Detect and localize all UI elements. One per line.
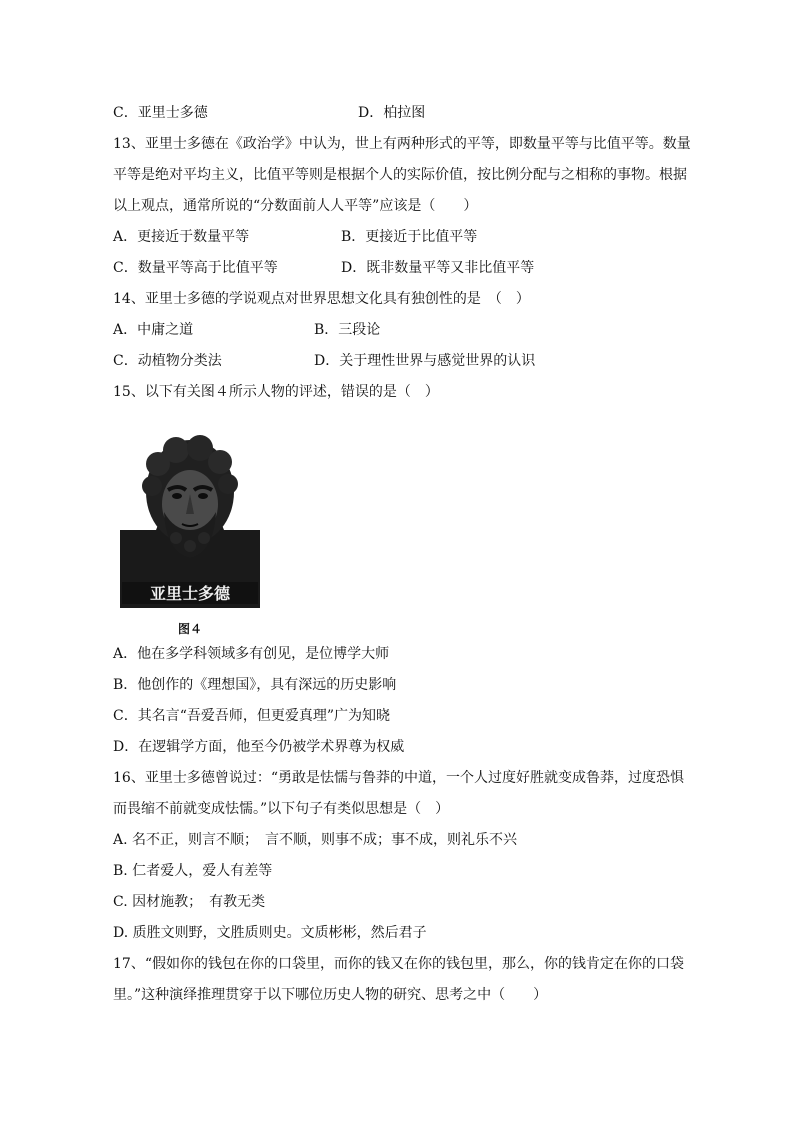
q16-stem-line-2: 而畏缩不前就变成怯懦。”以下句子有类似思想是（ ） <box>113 801 450 817</box>
q12-option-c: C．亚里士多德 <box>113 105 208 121</box>
figure-caption: 图４ <box>178 622 203 636</box>
q16-stem-line-1: 16、亚里士多德曾说过：“勇敢是怯懦与鲁莽的中道，一个人过度好胜就变成鲁莽，过度恐惧 <box>113 770 684 786</box>
q14-option-b: B．三段论 <box>314 322 381 338</box>
q16-option-a: A. 名不正，则言不顺； 言不顺，则事不成；事不成，则礼乐不兴 <box>113 832 518 848</box>
q15-option-a: A．他在多学科领域多有创见，是位博学大师 <box>113 646 390 662</box>
q16-option-c: C. 因材施教； 有教无类 <box>113 894 266 910</box>
q13-option-a: A．更接近于数量平等 <box>113 229 250 245</box>
q13-stem-line-3: 以上观点，通常所说的“分数面前人人平等”应该是（ ） <box>113 198 478 214</box>
q12-option-d: D．柏拉图 <box>358 105 426 121</box>
q15-option-d: D．在逻辑学方面，他至今仍被学术界尊为权威 <box>113 739 405 755</box>
aristotle-bust-figure <box>116 434 264 614</box>
q15-option-c: C．其名言“吾爱吾师，但更爱真理”广为知晓 <box>113 708 391 724</box>
q13-option-c: C．数量平等高于比值平等 <box>113 260 278 276</box>
q17-stem-line-2: 里。”这种演绎推理贯穿于以下哪位历史人物的研究、思考之中（ ） <box>113 987 548 1003</box>
q13-option-b: B．更接近于比值平等 <box>341 229 478 245</box>
q14-option-c: C．动植物分类法 <box>113 353 222 369</box>
q14-stem: 14、亚里士多德的学说观点对世界思想文化具有独创性的是 （ ） <box>113 291 530 307</box>
q15-option-b: B．他创作的《理想国》，具有深远的历史影响 <box>113 677 397 693</box>
aristotle-bust-image <box>116 434 264 614</box>
q17-stem-line-1: 17、“假如你的钱包在你的口袋里，而你的钱又在你的钱包里，那么，你的钱肯定在你的口袋 <box>113 956 684 972</box>
q15-stem: 15、以下有关图４所示人物的评述，错误的是（ ） <box>113 384 439 400</box>
q16-option-d: D. 质胜文则野，文胜质则史。文质彬彬，然后君子 <box>113 925 427 941</box>
q14-option-d: D．关于理性世界与感觉世界的认识 <box>314 353 536 369</box>
figure-label-text: 亚里士多德 <box>149 584 231 603</box>
q13-option-d: D．既非数量平等又非比值平等 <box>341 260 535 276</box>
q14-option-a: A．中庸之道 <box>113 322 194 338</box>
q16-option-b: B. 仁者爱人，爱人有差等 <box>113 863 273 879</box>
q13-stem-line-1: 13、亚里士多德在《政治学》中认为，世上有两种形式的平等，即数量平等与比值平等。数量 <box>113 136 691 152</box>
q13-stem-line-2: 平等是绝对平均主义，比值平等则是根据个人的实际价值，按比例分配与之相称的事物。根据 <box>113 167 687 183</box>
